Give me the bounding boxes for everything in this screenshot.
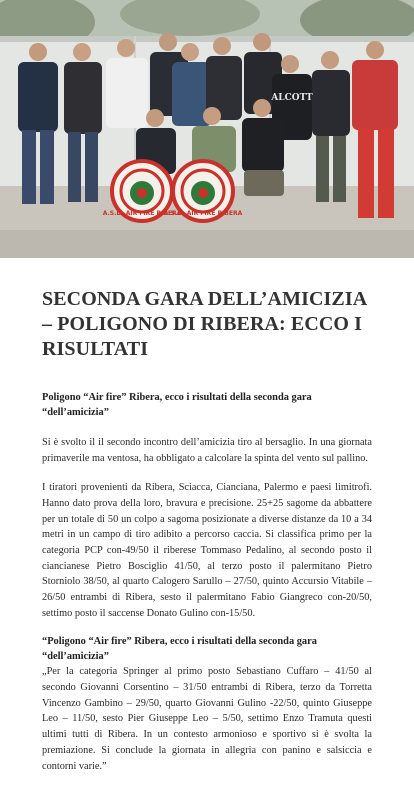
article-paragraph-2: I tiratori provenienti da Ribera, Sciacca, Cianciana, Palermo e paesi limitrofi. Hanno dato prova della loro, bravura e precisione. 25+25 sagome da abbattere per un totale di 50 un colpo a sagoma posizionate a diverse distanze da 10 a 34 metri in un campo di tiro adibito a percorso caccia. Si classifica primo per la categoria PCP con-49/50 il riberese Tommaso Pedalino, al secondo posto il ciancianese Pietro Bosciglio 41/50, al terzo posto il palermitano Pietro Storniolo 38/50, al quarto Calogero Sarullo – 27/50, quinto Accursio Vitabile – 26/50 entrambi di Ribera, sesto il palermitano Fabio Giangreco con-20/50, settimo posto il saccense Donato Gulino con-15/50.	[42, 482, 372, 619]
article-lead: Poligono “Air fire” Ribera, ecco i risultati della seconda gara “dell’amicizia”	[42, 392, 312, 419]
group-photo-illustration	[0, 0, 414, 258]
article-paragraph-1: Si è svolto il il secondo incontro dell’amicizia tiro al bersaglio. In una giornata primaverile ma ventosa, ha obbligato a calcolare la spinta del vento sul pallino.	[42, 436, 372, 464]
target-right-label: A.S.D. AIR FIRE RIBERA	[163, 210, 243, 217]
shirt-print: ALCOTT	[271, 93, 313, 103]
article-headline: SECONDA GARA DELL’AMICIZIA – POLIGONO DI RIBERA: ECCO I RISULTATI	[42, 288, 367, 360]
quote-title: “Poligono “Air fire” Ribera, ecco i risultati della seconda gara “dell’amicizia”	[42, 635, 317, 662]
group-photo	[0, 0, 414, 258]
target-left-label: A.S.D. AIR FIRE RIBERA	[102, 210, 182, 217]
article-body	[0, 258, 414, 789]
quote-body: „Per la categoria Springer al primo posto Sebastiano Cuffaro – 41/50 al secondo Giovanni Corsentino – 31/50 entrambi di Ribera, terzo da Torretta Vincenzo Gambino – 29/50, quarto Giovanni Gulino -22/50, quinto Giuseppe Leo – 11/50, sesto Pier Giuseppe Leo – 5/50, settimo Enzo Tramuta questi ultimi tutti di Ribera. In un contesto armonioso e sportivo si è svolta la premiazione. Si conclude la giornata in allegria con panino e salsiccia e contorni varie.”	[42, 666, 372, 772]
